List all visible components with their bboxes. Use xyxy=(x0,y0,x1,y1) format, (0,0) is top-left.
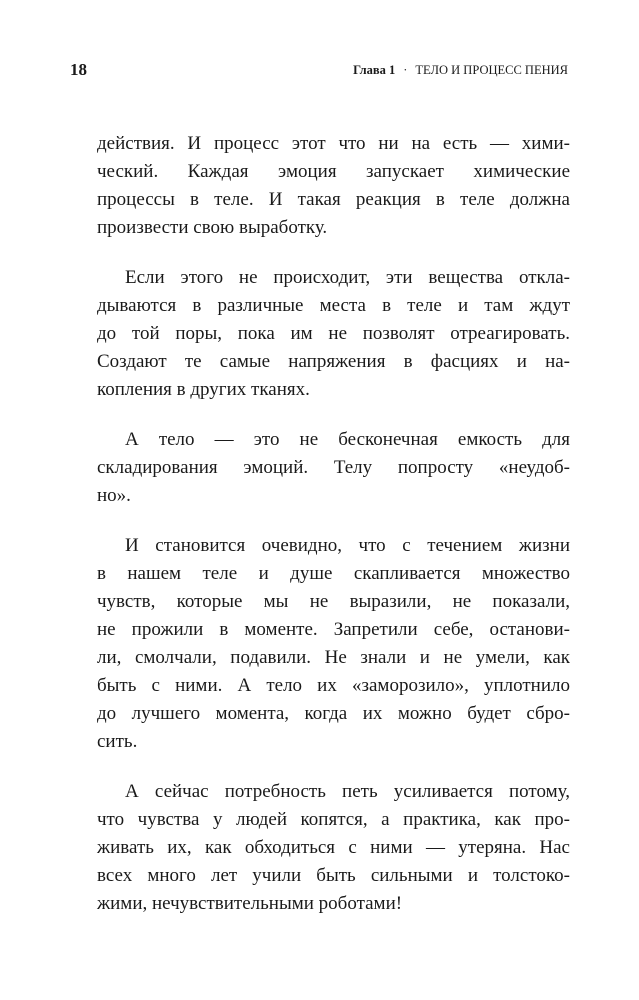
text-line: быть с ними. А тело их «заморозило», уплотнило xyxy=(97,675,570,696)
text-line: действия. И процесс этот что ни на есть — хими- xyxy=(97,133,570,154)
paragraph xyxy=(97,778,570,918)
text-line: до той поры, пока им не позволят отреагировать. xyxy=(97,323,570,344)
text-line: И становится очевидно, что с течением жизни xyxy=(125,535,570,556)
text-line: процессы в теле. И такая реакция в теле должна xyxy=(97,189,570,210)
text-line: складирования эмоций. Телу попросту «неудоб- xyxy=(97,457,570,478)
body-text xyxy=(97,130,570,940)
text-line: дываются в различные места в теле и там ждут xyxy=(97,295,570,316)
text-line: копления в других тканях. xyxy=(97,379,310,400)
header-separator: · xyxy=(403,63,408,77)
text-line: А тело — это не бесконечная емкость для xyxy=(125,429,570,450)
text-line: живать их, как обходиться с ними — утеряна. Нас xyxy=(97,837,570,858)
text-line: произвести свою выработку. xyxy=(97,217,328,238)
running-head xyxy=(353,61,568,79)
text-line: чувств, которые мы не выразили, не показали, xyxy=(97,591,570,612)
text-line: Если этого не происходит, эти вещества откла- xyxy=(125,267,570,288)
page-header xyxy=(0,0,639,100)
text-line: в нашем теле и душе скапливается множество xyxy=(97,563,570,584)
text-line: ли, смолчали, подавили. Не знали и не умели, как xyxy=(97,647,570,668)
chapter-title: ТЕЛО И ПРОЦЕСС ПЕНИЯ xyxy=(415,63,568,77)
text-line: всех много лет учили быть сильными и толстоко- xyxy=(97,865,570,886)
text-line: А сейчас потребность петь усиливается потому, xyxy=(125,781,570,802)
text-line: жими, нечувствительными роботами! xyxy=(97,893,403,914)
paragraph xyxy=(97,264,570,404)
text-line: сить. xyxy=(97,731,138,752)
paragraph xyxy=(97,130,570,242)
paragraph xyxy=(97,426,570,510)
page-number: 18 xyxy=(70,60,87,79)
text-line: ческий. Каждая эмоция запускает химические xyxy=(97,161,570,182)
chapter-label: Глава 1 xyxy=(353,63,396,77)
text-line: Создают те самые напряжения в фасциях и на- xyxy=(97,351,570,372)
text-line: до лучшего момента, когда их можно будет сбро- xyxy=(97,703,570,724)
text-line: но». xyxy=(97,485,131,506)
text-line: не прожили в моменте. Запретили себе, останови- xyxy=(97,619,570,640)
paragraph xyxy=(97,532,570,756)
text-line: что чувства у людей копятся, а практика, как про- xyxy=(97,809,570,830)
